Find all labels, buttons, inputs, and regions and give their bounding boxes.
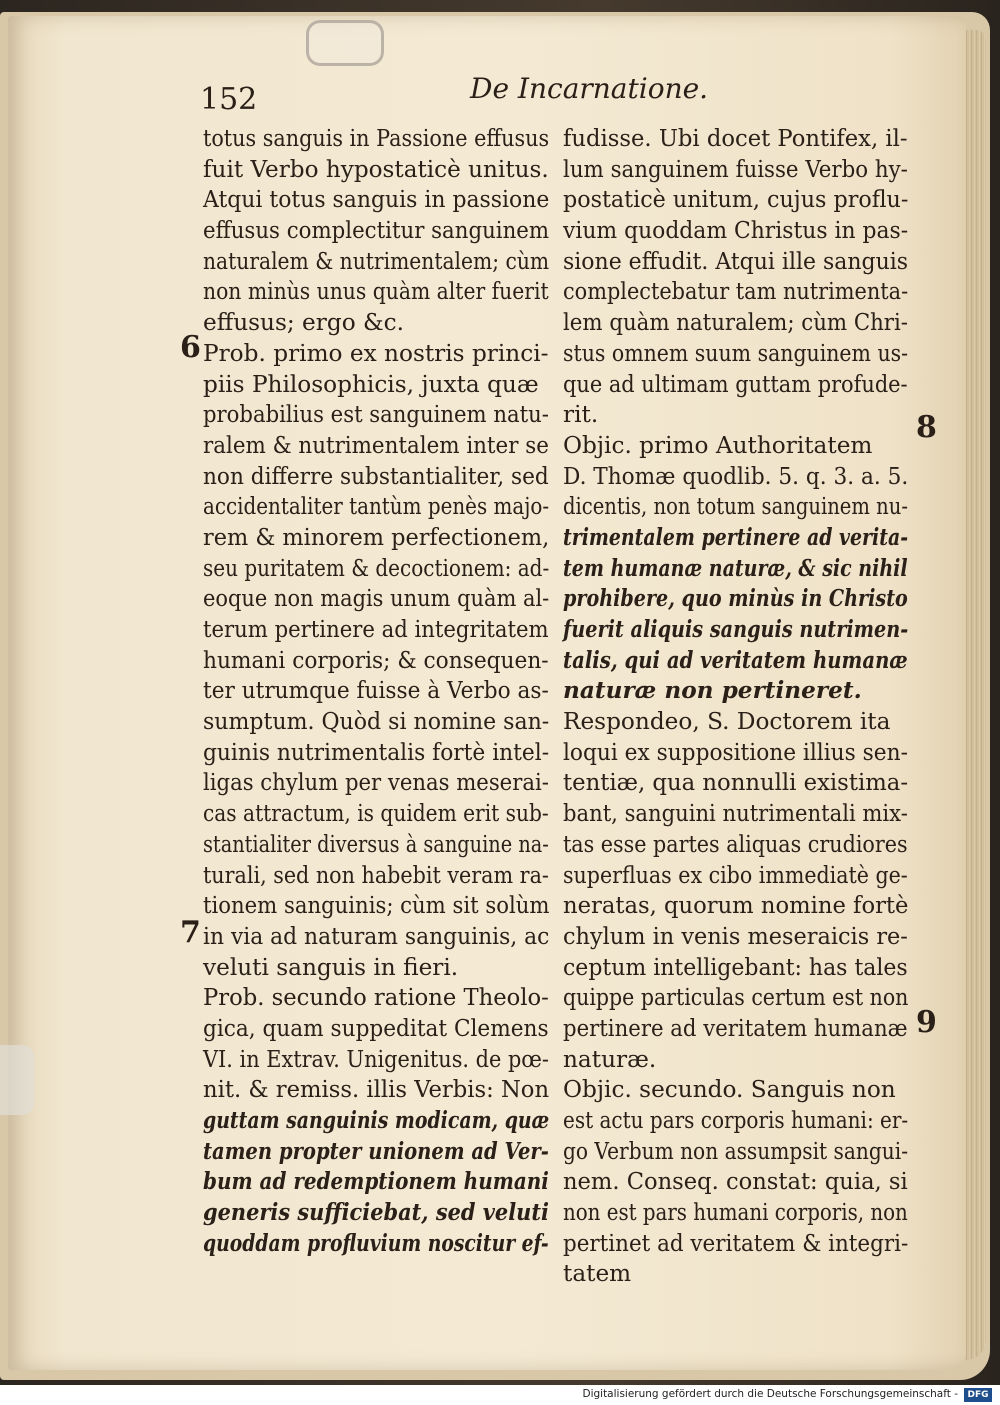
text-line: quippe particulas certum est non [563,984,909,1012]
text-line: ter utrumque fuisse à Verbo as- [203,677,549,705]
text-line: rem & minorem perfectionem, [203,523,550,551]
text-line: Objic. primo Authoritatem [563,431,873,459]
text-line: sione effudit. Atqui ille sanguis [563,247,909,275]
text-line: effusus; ergo &c. [203,309,405,337]
text-line: seu puritatem & decoctionem: ad- [203,554,550,582]
text-line: guttam sanguinis modicam, quæ [203,1107,550,1134]
text-line: sumptum. Quòd si nomine san- [203,708,550,736]
text-line: tas esse partes aliquas crudiores [563,830,908,858]
right-text-column [563,124,908,1290]
text-line: bum ad redemptionem humani [203,1168,549,1196]
text-line: VI. in Extrav. Unigenitus. de pœ- [203,1045,549,1073]
dfg-logo: DFG [964,1388,992,1402]
text-line: non differre substantialiter, sed [203,462,549,490]
text-line: piis Philosophicis, juxta quæ [203,370,539,398]
text-line: non minùs unus quàm alter fuerit [203,278,549,306]
text-line: terum pertinere ad integritatem [203,616,549,643]
text-line: humani corporis; & consequen- [203,646,549,674]
text-line: generis sufficiebat, sed veluti [203,1199,549,1227]
text-line: bant, sanguini nutrimentali mix- [563,800,908,828]
text-line: stantialiter diversus à sanguine na- [203,830,549,858]
text-line: vium quoddam Christus in pas- [563,217,909,245]
page-clip [306,20,384,66]
text-line: totus sanguis in Passione effusus [203,125,550,152]
text-line: non est pars humani corporis, non [563,1199,908,1227]
text-line: D. Thomæ quodlib. 5. q. 3. a. 5. [563,462,909,490]
text-line: Prob. secundo ratione Theolo- [203,984,549,1012]
text-line: probabilius est sanguinem natu- [203,401,549,429]
text-line: est actu pars corporis humani: er- [563,1107,909,1134]
left-text-column [203,124,549,1259]
text-line: Respondeo, S. Doctorem ita [563,708,891,736]
text-line: fuerit aliquis sanguis nutrimen- [563,616,909,643]
text-line: trimentalem pertinere ad verita- [563,523,909,551]
text-line: cas attractum, is quidem erit sub- [203,800,549,828]
text-line: veluti sanguis in fieri. [203,953,459,981]
text-line: pertinere ad veritatem humanæ [563,1014,908,1042]
text-line: fuit Verbo hypostaticè unitus. [203,155,549,183]
text-line: pertinet ad veritatem & integri- [563,1229,909,1257]
text-line: tem humanæ naturæ, & sic nihil [563,554,908,582]
text-line: rit. [563,401,599,429]
text-line: superfluas ex cibo immediatè ge- [563,861,908,889]
text-line: accidentaliter tantùm penès majo- [203,493,550,521]
text-line: turali, sed non habebit veram ra- [203,861,549,889]
text-line: tionem sanguinis; cùm sit solùm [203,892,550,920]
text-line: naturalem & nutrimentalem; cùm [203,247,550,275]
text-line: quoddam profluvium noscitur ef- [203,1229,549,1257]
text-line: loqui ex suppositione illius sen- [563,738,908,766]
text-line: postaticè unitum, cujus proflu- [563,186,909,214]
footer-credit: Digitalisierung gefördert durch die Deutsche Forschungsgemeinschaft - [582,1388,958,1400]
text-line: gica, quam suppeditat Clemens [203,1014,549,1042]
text-line: Objic. secundo. Sanguis non [563,1076,896,1104]
text-line: naturæ non pertineret. [563,677,862,705]
text-line: Prob. primo ex nostris princi- [203,339,549,367]
text-line: naturæ. [563,1045,657,1073]
text-line: dicentis, non totum sanguinem nu- [563,493,908,521]
text-line: ceptum intelligebant: has tales [563,953,908,981]
text-line: in via ad naturam sanguinis, ac [203,922,550,950]
text-line: guinis nutrimentalis fortè intel- [203,738,550,766]
margin-number-7: 7 [180,915,201,950]
text-line: lum sanguinem fuisse Verbo hy- [563,155,908,183]
text-line: Atqui totus sanguis in passione [203,186,550,214]
tape-strip [0,1045,34,1115]
margin-number-6: 6 [180,330,201,365]
text-line: ligas chylum per venas meserai- [203,769,549,797]
margin-number-9: 9 [916,1005,937,1040]
page-number: 152 [200,82,258,117]
running-head: De Incarnatione. [470,72,709,105]
text-line: tentiæ, qua nonnulli existima- [563,769,909,797]
text-line: prohibere, quo minùs in Christo [563,585,908,613]
text-line: que ad ultimam guttam profude- [563,370,908,398]
text-line: lem quàm naturalem; cùm Chri- [563,309,908,337]
text-line: effusus complectitur sanguinem [203,217,550,245]
text-line: eoque non magis unum quàm al- [203,585,550,613]
text-line: complectebatur tam nutrimenta- [563,278,909,306]
text-line: neratas, quorum nomine fortè [563,892,909,920]
text-line: talis, qui ad veritatem humanæ [563,646,908,674]
footer-bar [0,1385,1000,1405]
text-line: tamen propter unionem ad Ver- [203,1137,549,1165]
text-line: nem. Conseq. constat: quia, si [563,1168,908,1196]
text-line: stus omnem suum sanguinem us- [563,339,909,367]
text-line: fudisse. Ubi docet Pontifex, il- [563,125,908,152]
text-line: ralem & nutrimentalem inter se [203,431,549,459]
text-line: chylum in venis meseraicis re- [563,922,908,950]
text-line: tatem [563,1260,632,1288]
margin-number-8: 8 [916,410,937,445]
text-line: nit. & remiss. illis Verbis: Non [203,1076,550,1104]
text-line: go Verbum non assumpsit sangui- [563,1137,909,1165]
